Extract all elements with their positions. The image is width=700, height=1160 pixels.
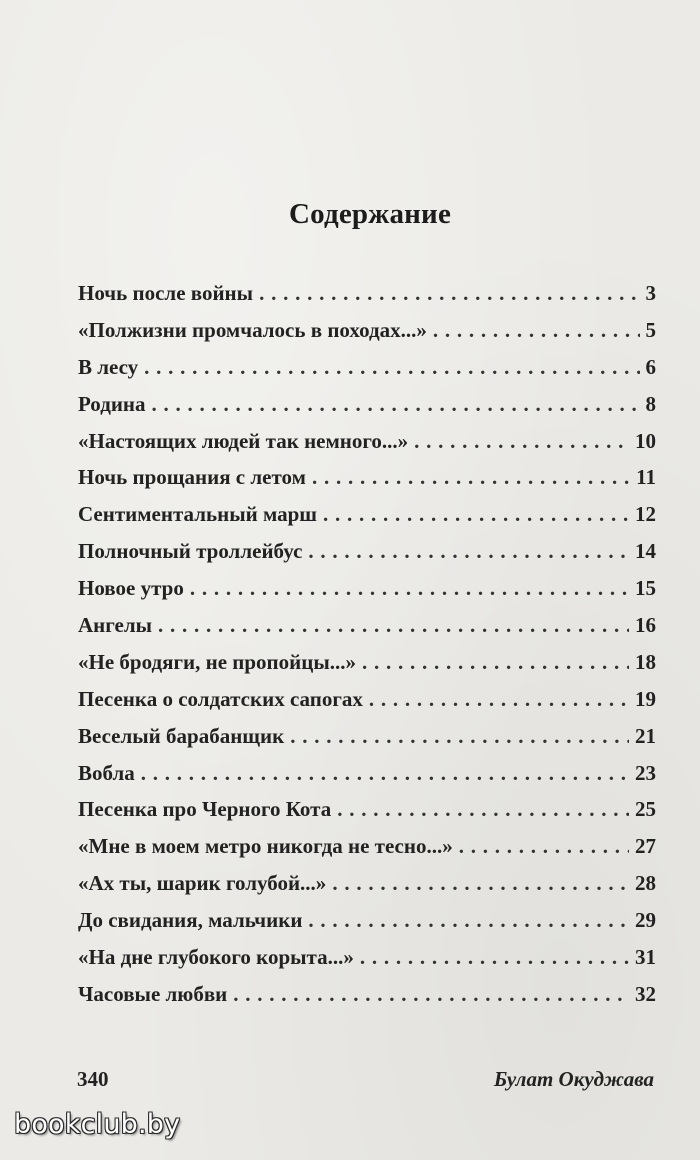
toc-entry-title: Вобла (78, 760, 135, 785)
toc-entry-title: «Настоящих людей так немного...» (78, 428, 409, 453)
toc-entry-title: Ангелы (78, 613, 153, 638)
toc-entry (78, 942, 656, 979)
toc-entry-page: 31 (635, 945, 656, 970)
toc-entry (78, 684, 656, 721)
dot-leader (360, 942, 629, 972)
toc-entry-title: «Мне в моем метро никогда не тесно...» (78, 834, 453, 859)
toc-entry-page: 29 (635, 908, 656, 933)
dot-leader (369, 684, 629, 714)
dot-leader (233, 979, 629, 1009)
toc-entry-title: Полночный троллейбус (78, 539, 303, 564)
toc-entry (78, 352, 656, 389)
toc-entry-title: В лесу (78, 354, 139, 379)
page-title: Содержание (288, 198, 452, 230)
dot-leader (152, 389, 640, 419)
toc-entry-title: Песенка про Черного Кота (78, 797, 332, 822)
dot-leader (158, 610, 629, 640)
dot-leader (332, 868, 629, 898)
toc-entry-page: 21 (635, 723, 656, 748)
dot-leader (259, 278, 639, 308)
toc-entry-title: Родина (78, 391, 146, 416)
toc-entry-page: 15 (635, 576, 656, 601)
toc-entry-page: 3 (645, 281, 656, 305)
toc-entry-title: «Не бродяги, не пропойцы...» (78, 649, 356, 674)
toc-entry-title: Песенка о солдатских сапогах (78, 686, 363, 711)
toc-entry-page: 32 (635, 981, 656, 1006)
toc-entry (78, 868, 656, 905)
toc-entry-page: 6 (645, 354, 656, 379)
dot-leader (308, 905, 629, 935)
dot-leader (362, 647, 629, 677)
dot-leader (414, 426, 629, 456)
table-of-contents (78, 278, 656, 1016)
toc-entry-page: 5 (645, 317, 656, 342)
dot-leader (433, 315, 640, 345)
dot-leader (290, 721, 629, 751)
toc-entry (78, 721, 656, 758)
toc-entry (78, 831, 656, 868)
toc-entry (78, 905, 656, 942)
toc-entry (78, 536, 656, 573)
toc-entry (78, 647, 656, 684)
toc-entry-title: «Полжизни промчалось в походах...» (78, 317, 427, 342)
toc-entry (78, 278, 656, 315)
dot-leader (141, 758, 629, 788)
dot-leader (459, 831, 629, 861)
toc-entry-page: 25 (635, 797, 656, 822)
toc-entry-page: 16 (635, 613, 656, 638)
toc-entry (78, 426, 656, 463)
toc-entry-page: 27 (635, 834, 656, 859)
dot-leader (190, 573, 629, 603)
toc-entry-title: До свидания, мальчики (78, 908, 303, 933)
toc-entry-page: 14 (635, 539, 656, 564)
page-number: 340 (77, 1067, 109, 1091)
toc-entry-page: 18 (635, 649, 656, 674)
toc-entry-title: «Ах ты, шарик голубой...» (78, 871, 327, 896)
toc-entry (78, 794, 656, 831)
running-footer-author: Булат Окуджава (493, 1067, 654, 1091)
toc-entry-title: Сентиментальный марш (78, 502, 318, 527)
toc-entry-title: «На дне глубокого корыта...» (78, 945, 354, 970)
toc-entry-title: Ночь после войны (78, 281, 254, 305)
toc-entry (78, 389, 656, 426)
toc-entry (78, 573, 656, 610)
toc-entry-page: 12 (635, 502, 656, 527)
dot-leader (323, 499, 629, 529)
toc-entry-page: 10 (635, 428, 656, 453)
toc-entry (78, 758, 656, 795)
toc-entry-title: Часовые любви (78, 981, 228, 1006)
toc-entry-page: 8 (645, 391, 656, 416)
toc-entry-title: Ночь прощания с летом (78, 465, 306, 490)
toc-entry-page: 11 (636, 465, 656, 490)
dot-leader (337, 794, 629, 824)
toc-entry-title: Веселый барабанщик (78, 723, 285, 748)
toc-entry (78, 979, 656, 1016)
toc-entry-title: Новое утро (78, 576, 184, 601)
watermark: bookclub.by (14, 1109, 181, 1140)
dot-leader (312, 462, 630, 492)
dot-leader (144, 352, 639, 382)
toc-entry-page: 28 (635, 871, 656, 896)
toc-entry (78, 315, 656, 352)
dot-leader (308, 536, 629, 566)
toc-entry-page: 23 (635, 760, 656, 785)
toc-entry (78, 499, 656, 536)
toc-entry-page: 19 (635, 686, 656, 711)
toc-entry (78, 610, 656, 647)
toc-entry (78, 462, 656, 499)
